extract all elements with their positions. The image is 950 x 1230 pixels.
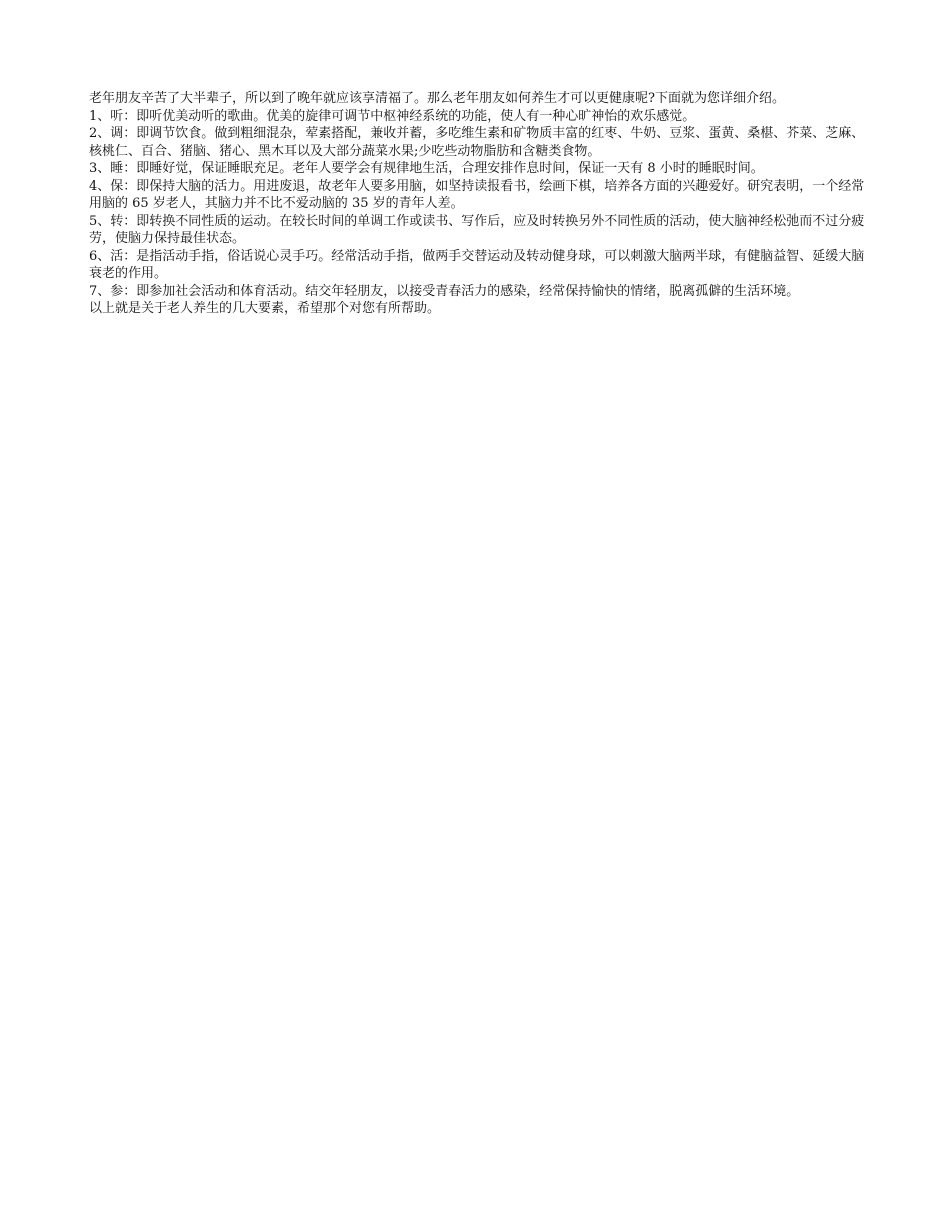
list-item-2: 2、调：即调节饮食。做到粗细混杂，荤素搭配，兼收并蓄，多吃维生素和矿物质丰富的红枣、牛奶、豆浆、蛋黄、桑椹、芥菜、芝麻、核桃仁、百合、猪脑、猪心、黑木耳以及大部分蔬菜水果;少吃些动物脂肪和含糖类食物。 [89, 126, 865, 159]
document-body [89, 90, 869, 318]
conclusion-paragraph: 以上就是关于老人养生的几大要素，希望那个对您有所帮助。 [89, 301, 441, 316]
intro-paragraph: 老年朋友辛苦了大半辈子，所以到了晚年就应该享清福了。那么老年朋友如何养生才可以更健康呢?下面就为您详细介绍。 [89, 91, 785, 106]
list-item-7: 7、参：即参加社会活动和体育活动。结交年轻朋友，以接受青春活力的感染，经常保持愉快的情绪，脱离孤僻的生活环境。 [89, 283, 800, 299]
list-item-5: 5、转：即转换不同性质的运动。在较长时间的单调工作或读书、写作后，应及时转换另外不同性质的活动，使大脑神经松弛而不过分疲劳，使脑力保持最佳状态。 [89, 213, 865, 246]
list-item-3: 3、睡：即睡好觉，保证睡眠充足。老年人要学会有规律地生活，合理安排作息时间，保证一天有 8 小时的睡眠时间。 [89, 161, 764, 176]
list-item-4: 4、保：即保持大脑的活力。用进废退，故老年人要多用脑，如坚持读报看书，绘画下棋，培养各方面的兴趣爱好。研究表明，一个经常用脑的 65 岁老人，其脑力并不比不爱动脑的 35 岁的青年人差。 [89, 178, 865, 211]
list-item-6: 6、活：是指活动手指，俗话说心灵手巧。经常活动手指，做两手交替运动及转动健身球，可以刺激大脑两半球，有健脑益智、延缓大脑衰老的作用。 [89, 248, 865, 281]
list-item-1: 1、听：即听优美动听的歌曲。优美的旋律可调节中枢神经系统的功能，使人有一种心旷神怡的欢乐感觉。 [89, 108, 696, 124]
